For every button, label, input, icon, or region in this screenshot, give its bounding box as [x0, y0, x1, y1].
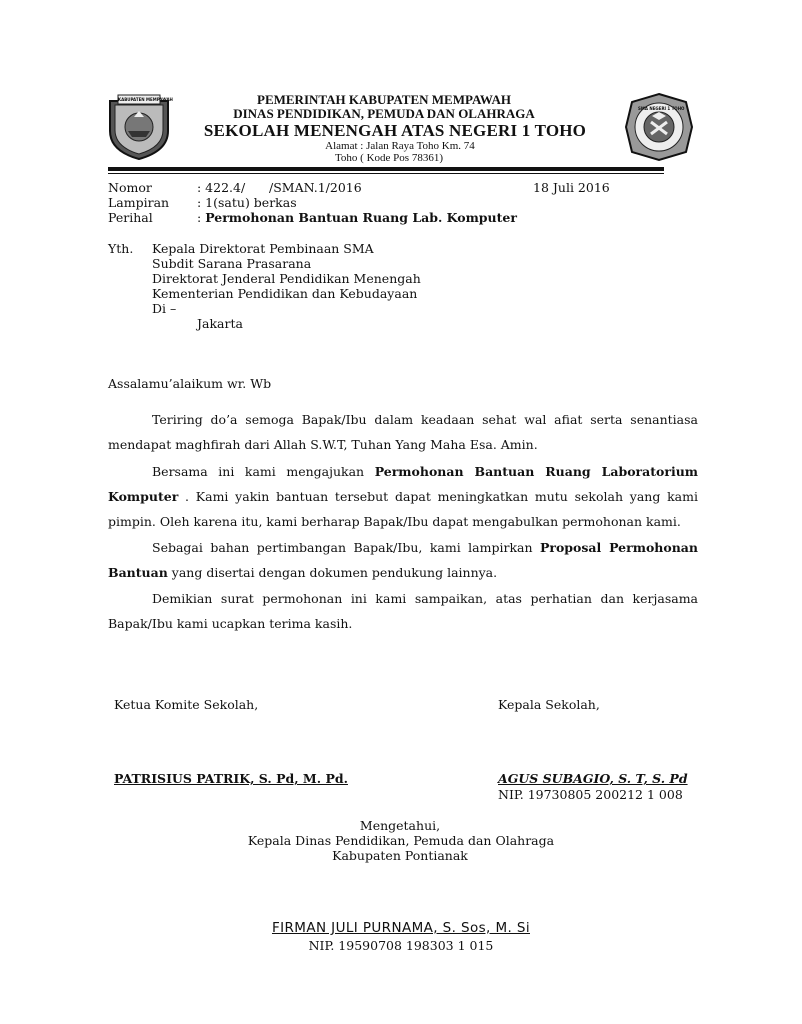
lampiran-value: : 1(satu) berkas — [197, 195, 297, 210]
principal-name: AGUS SUBAGIO, S. T, S. Pd — [498, 771, 688, 786]
principal-title: Kepala Sekolah, — [498, 697, 600, 712]
recipient-line: Di – — [152, 301, 177, 316]
nomor-value: : 422.4/ /SMAN.1/2016 — [197, 180, 362, 195]
perihal-value — [197, 210, 517, 225]
recipient-city: Jakarta — [197, 316, 243, 331]
recipient-line: Direktorat Jenderal Pendidikan Menengah — [152, 271, 421, 286]
letterhead-government: PEMERINTAH KABUPATEN MEMPAWAH — [257, 92, 511, 107]
recipient-line: Subdit Sarana Prasarana — [152, 256, 312, 271]
paragraph-3-subject: Proposal Permohonan Bantuan — [108, 540, 698, 580]
perihal-colon: : — [197, 210, 206, 225]
paragraph-2-rest: . Kami yakin bantuan tersebut dapat meningkatkan mutu sekolah yang kami pimpin. Oleh karena itu, kami berharap Bapak/Ibu dapat mengabulkan permohonan kami. — [108, 489, 698, 529]
paragraph-1: Teriring do’a semoga Bapak/Ibu dalam keadaan sehat wal afiat serta senantiasa mendapat maghfirah dari Allah S.W.T, Tuhan Yang Maha Esa. Amin. — [108, 412, 698, 452]
nomor-label: Nomor — [108, 180, 152, 195]
paragraph-2 — [108, 459, 698, 534]
principal-nip: NIP. 19730805 200212 1 008 — [498, 787, 683, 802]
education-head-region: Kabupaten Pontianak — [332, 848, 468, 863]
school-badge-text: SMA NEGERI 1 TOHO — [638, 106, 685, 111]
recipient-line: Kepala Direktorat Pembinaan SMA — [152, 241, 374, 256]
letterhead-address: Alamat : Jalan Raya Toho Km. 74 — [325, 140, 475, 152]
education-head-title: Kepala Dinas Pendidikan, Pemuda dan Olahraga — [247, 833, 555, 848]
greeting: Assalamu’alaikum wr. Wb — [108, 376, 272, 391]
paragraph-2-subject: Permohonan Bantuan Ruang Laboratorium Komputer — [108, 464, 699, 504]
paragraph-2-intro: Bersama ini kami mengajukan — [152, 464, 375, 479]
letterhead-school-name: SEKOLAH MENENGAH ATAS NEGERI 1 TOHO — [203, 121, 587, 140]
recipient-yth: Yth. — [108, 241, 134, 256]
letterhead-divider-thick — [108, 167, 664, 171]
committee-chair-title: Ketua Komite Sekolah, — [114, 697, 259, 712]
lampiran-label: Lampiran — [108, 195, 170, 210]
acknowledged-label: Mengetahui, — [359, 818, 441, 833]
paragraph-4: Demikian surat permohonan ini kami sampaikan, atas perhatian dan kerjasama Bapak/Ibu kami ucapkan terima kasih. — [108, 591, 698, 631]
education-head-name: FIRMAN JULI PURNAMA, S. Sos, M. Si — [271, 920, 530, 936]
regency-emblem-text: KABUPATEN MEMPAWAH — [118, 97, 173, 102]
paragraph-3-intro: Sebagai bahan pertimbangan Bapak/Ibu, kami lampirkan — [152, 540, 540, 555]
paragraph-3-rest: yang disertai dengan dokumen pendukung lainnya. — [167, 565, 498, 580]
perihal-label: Perihal — [108, 210, 153, 225]
perihal-subject: Permohonan Bantuan Ruang Lab. Komputer — [205, 210, 517, 225]
letterhead-department: DINAS PENDIDIKAN, PEMUDA DAN OLAHRAGA — [233, 106, 535, 121]
education-head-nip: NIP. 19590708 198303 1 015 — [308, 938, 494, 953]
committee-chair-name: PATRISIUS PATRIK, S. Pd, M. Pd. — [114, 771, 348, 786]
paragraph-3 — [108, 535, 698, 585]
letterhead-postal-code: Toho ( Kode Pos 78361) — [334, 152, 443, 164]
letter-date: 18 Juli 2016 — [533, 180, 610, 195]
letterhead-divider-thin — [108, 173, 664, 174]
recipient-line: Kementerian Pendidikan dan Kebudayaan — [152, 286, 418, 301]
